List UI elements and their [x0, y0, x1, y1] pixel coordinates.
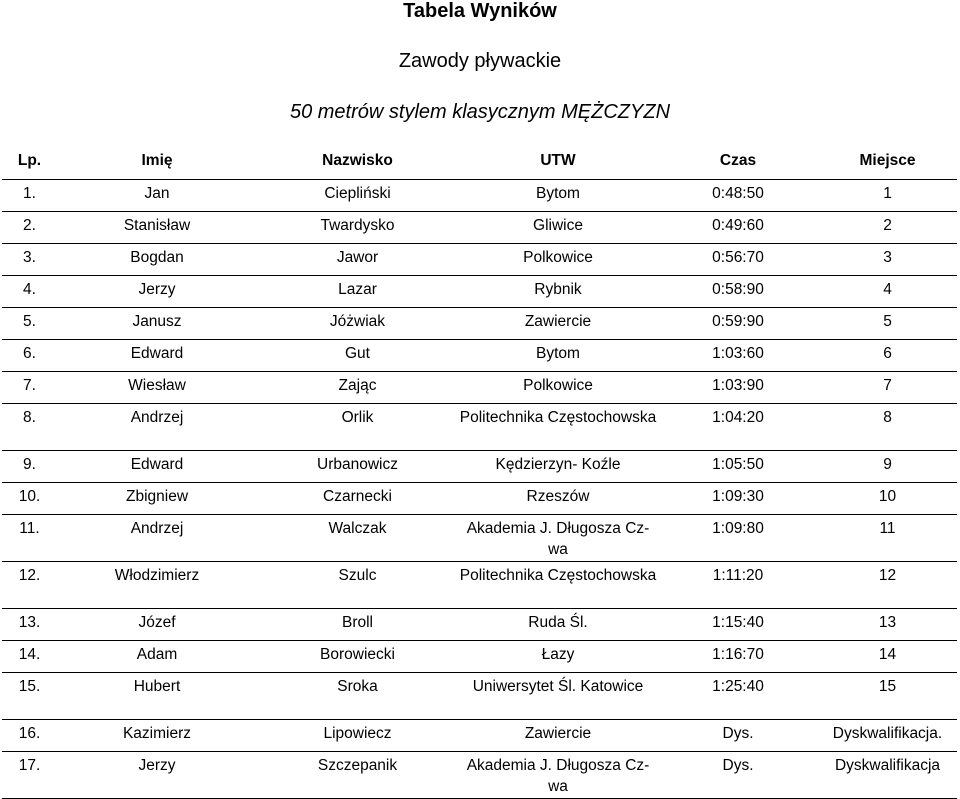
cell-czas: 0:56:70 [658, 244, 818, 276]
cell-czas: 0:58:90 [658, 276, 818, 308]
event-title: 50 metrów stylem klasycznym MĘŻCZYZN [289, 101, 671, 123]
cell-lp: 2. [2, 212, 57, 244]
cell-imie: Jerzy [57, 752, 257, 799]
cell-czas: 1:25:40 [658, 673, 818, 720]
cell-lp: 11. [2, 515, 57, 562]
cell-nazwisko: Walczak [257, 515, 458, 562]
column-header-czas: Czas [658, 147, 818, 180]
table-row [2, 752, 957, 799]
cell-czas: 1:09:30 [658, 483, 818, 515]
cell-imie: Stanisław [57, 212, 257, 244]
page-title: Tabela Wyników [403, 0, 557, 22]
cell-czas: Dys. [658, 720, 818, 752]
cell-utw: Łazy [458, 641, 658, 673]
table-row [2, 180, 957, 212]
cell-nazwisko: Broll [257, 609, 458, 641]
column-header-utw: UTW [458, 147, 658, 180]
cell-czas: 1:04:20 [658, 404, 818, 451]
cell-czas: 0:59:90 [658, 308, 818, 340]
cell-nazwisko: Zając [257, 372, 458, 404]
cell-miejsce: 4 [818, 276, 957, 308]
cell-miejsce: 6 [818, 340, 957, 372]
cell-miejsce: 11 [818, 515, 957, 562]
cell-utw: Ruda Śl. [458, 609, 658, 641]
table-row [2, 515, 957, 562]
cell-utw: Politechnika Częstochowska [458, 562, 658, 609]
cell-czas: 0:49:60 [658, 212, 818, 244]
cell-lp: 8. [2, 404, 57, 451]
cell-imie: Andrzej [57, 515, 257, 562]
cell-imie: Janusz [57, 308, 257, 340]
cell-utw: Politechnika Częstochowska [458, 404, 658, 451]
cell-utw: Akademia J. Długosza Cz-wa [458, 752, 658, 799]
cell-lp: 14. [2, 641, 57, 673]
cell-nazwisko: Lipowiecz [257, 720, 458, 752]
table-row [2, 212, 957, 244]
cell-lp: 16. [2, 720, 57, 752]
cell-czas: Dys. [658, 752, 818, 799]
cell-utw: Gliwice [458, 212, 658, 244]
cell-utw: Bytom [458, 340, 658, 372]
cell-lp: 15. [2, 673, 57, 720]
table-row [2, 609, 957, 641]
cell-imie: Edward [57, 340, 257, 372]
cell-imie: Adam [57, 641, 257, 673]
table-row [2, 308, 957, 340]
cell-czas: 1:03:60 [658, 340, 818, 372]
cell-miejsce: 13 [818, 609, 957, 641]
cell-nazwisko: Szczepanik [257, 752, 458, 799]
cell-lp: 5. [2, 308, 57, 340]
cell-czas: 1:11:20 [658, 562, 818, 609]
cell-miejsce: 10 [818, 483, 957, 515]
cell-imie: Kazimierz [57, 720, 257, 752]
cell-miejsce: 12 [818, 562, 957, 609]
cell-miejsce: 15 [818, 673, 957, 720]
cell-miejsce: 3 [818, 244, 957, 276]
cell-nazwisko: Twardysko [257, 212, 458, 244]
cell-utw: Kędzierzyn- Koźle [458, 451, 658, 483]
cell-czas: 1:05:50 [658, 451, 818, 483]
cell-nazwisko: Borowiecki [257, 641, 458, 673]
cell-utw: Zawiercie [458, 308, 658, 340]
table-row [2, 372, 957, 404]
cell-lp: 4. [2, 276, 57, 308]
cell-imie: Józef [57, 609, 257, 641]
cell-nazwisko: Ciepliński [257, 180, 458, 212]
cell-lp: 17. [2, 752, 57, 799]
table-row [2, 276, 957, 308]
cell-utw: Akademia J. Długosza Cz-wa [458, 515, 658, 562]
cell-nazwisko: Jawor [257, 244, 458, 276]
cell-utw: Uniwersytet Śl. Katowice [458, 673, 658, 720]
cell-imie: Hubert [57, 673, 257, 720]
table-row [2, 562, 957, 609]
cell-miejsce: 14 [818, 641, 957, 673]
page-subtitle: Zawody pływackie [398, 50, 562, 72]
cell-lp: 7. [2, 372, 57, 404]
column-header-lp: Lp. [2, 147, 57, 180]
cell-miejsce: 8 [818, 404, 957, 451]
cell-nazwisko: Lazar [257, 276, 458, 308]
table-row [2, 641, 957, 673]
cell-imie: Edward [57, 451, 257, 483]
cell-miejsce: 9 [818, 451, 957, 483]
table-row [2, 673, 957, 720]
column-header-imie: Imię [57, 147, 257, 180]
cell-czas: 1:03:90 [658, 372, 818, 404]
cell-czas: 1:09:80 [658, 515, 818, 562]
cell-miejsce: 1 [818, 180, 957, 212]
results-table [2, 147, 957, 799]
cell-utw: Polkowice [458, 244, 658, 276]
cell-imie: Jerzy [57, 276, 257, 308]
table-row [2, 451, 957, 483]
cell-utw: Bytom [458, 180, 658, 212]
cell-lp: 1. [2, 180, 57, 212]
cell-lp: 10. [2, 483, 57, 515]
cell-imie: Zbigniew [57, 483, 257, 515]
cell-miejsce: Dyskwalifikacja [818, 752, 957, 799]
cell-lp: 9. [2, 451, 57, 483]
cell-czas: 1:16:70 [658, 641, 818, 673]
cell-miejsce: 5 [818, 308, 957, 340]
cell-nazwisko: Jóżwiak [257, 308, 458, 340]
cell-utw: Polkowice [458, 372, 658, 404]
cell-imie: Andrzej [57, 404, 257, 451]
results-body [2, 180, 957, 799]
cell-czas: 0:48:50 [658, 180, 818, 212]
cell-utw: Rzeszów [458, 483, 658, 515]
column-header-miejsce: Miejsce [818, 147, 957, 180]
cell-miejsce: 7 [818, 372, 957, 404]
cell-lp: 3. [2, 244, 57, 276]
table-row [2, 483, 957, 515]
cell-imie: Wiesław [57, 372, 257, 404]
table-row [2, 720, 957, 752]
cell-lp: 13. [2, 609, 57, 641]
table-row [2, 340, 957, 372]
cell-nazwisko: Urbanowicz [257, 451, 458, 483]
table-row [2, 244, 957, 276]
cell-imie: Włodzimierz [57, 562, 257, 609]
table-row [2, 404, 957, 451]
column-header-nazwisko: Nazwisko [257, 147, 458, 180]
cell-miejsce: 2 [818, 212, 957, 244]
table-header-row [2, 147, 957, 180]
cell-lp: 12. [2, 562, 57, 609]
cell-imie: Jan [57, 180, 257, 212]
cell-nazwisko: Sroka [257, 673, 458, 720]
cell-nazwisko: Szulc [257, 562, 458, 609]
cell-miejsce: Dyskwalifikacja. [818, 720, 957, 752]
cell-czas: 1:15:40 [658, 609, 818, 641]
cell-utw: Rybnik [458, 276, 658, 308]
cell-lp: 6. [2, 340, 57, 372]
cell-nazwisko: Gut [257, 340, 458, 372]
cell-imie: Bogdan [57, 244, 257, 276]
cell-nazwisko: Orlik [257, 404, 458, 451]
cell-utw: Zawiercie [458, 720, 658, 752]
cell-nazwisko: Czarnecki [257, 483, 458, 515]
